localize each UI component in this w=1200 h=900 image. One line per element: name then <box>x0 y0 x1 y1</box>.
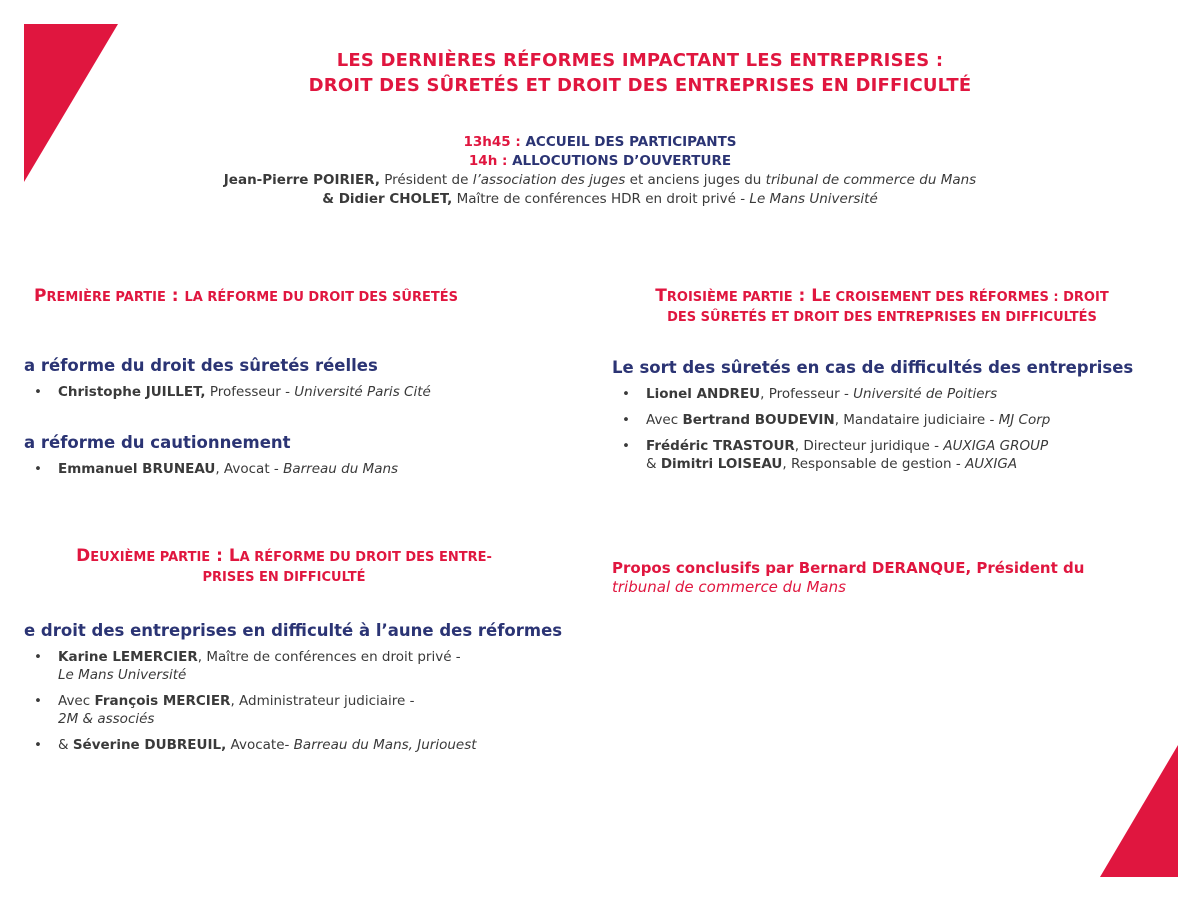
speaker-role: et anciens juges du <box>629 172 762 188</box>
speaker-name: Lionel ANDREU <box>646 386 761 402</box>
opening-time: 14h : <box>468 153 508 169</box>
speaker-prefix: & <box>646 456 657 472</box>
speaker-item <box>24 736 584 754</box>
speaker-role: , Professeur - <box>760 386 849 402</box>
speaker-list <box>24 648 584 754</box>
part-2-topic-1 <box>24 621 584 762</box>
speaker-role: , Responsable de gestion - <box>782 456 961 472</box>
speaker-org: Le Mans Université <box>749 191 878 207</box>
heading-line-1 <box>612 286 1152 308</box>
speaker-name: Emmanuel BRUNEAU <box>58 461 216 477</box>
speaker-org: tribunal de commerce du Mans <box>765 172 977 188</box>
speaker-org: Barreau du Mans <box>283 461 399 477</box>
speaker-role: , Maître de conférences en droit privé - <box>197 649 461 665</box>
speaker-name: François MERCIER <box>94 693 231 709</box>
speaker-item <box>612 385 1172 403</box>
speaker-role: Maître de conférences HDR en droit privé - <box>456 191 746 207</box>
speaker-item <box>24 460 584 478</box>
speaker-name: Dimitri LOISEAU <box>660 456 783 472</box>
heading-initial: P <box>34 286 47 306</box>
heading-line-1 <box>24 546 544 568</box>
speaker-role: , Mandataire judiciaire - <box>834 412 995 428</box>
speaker-org: 2M & associés <box>58 711 155 727</box>
part-3-heading <box>612 286 1152 328</box>
part-3-topic-1 <box>612 358 1172 481</box>
conclusion-line-1: Propos conclusifs par Bernard DERANQUE, Président du <box>612 559 1085 577</box>
heading-text: ROISIÈME PARTIE <box>666 290 793 305</box>
heading-text: A RÉFORME DU DROIT DES ENTRE- <box>239 550 492 565</box>
page-title <box>120 48 1160 98</box>
speaker-org: Université de Poitiers <box>853 386 998 402</box>
heading-line-2: PRISES EN DIFFICULTÉ <box>202 570 366 585</box>
opening-speaker-2 <box>100 190 1100 209</box>
speaker-name: & Didier CHOLET, <box>322 191 453 207</box>
speaker-org: l’association des juges <box>472 172 626 188</box>
heading-colon: : <box>210 546 229 566</box>
heading-text: REMIÈRE PARTIE <box>46 290 166 305</box>
heading-text: LA RÉFORME DU DROIT DES SÛRETÉS <box>184 290 458 305</box>
corner-triangle-bottom-right <box>1100 745 1178 877</box>
speaker-org: Le Mans Université <box>58 667 187 683</box>
opening-label: ALLOCUTIONS D’OUVERTURE <box>512 153 732 169</box>
speaker-role: , Directeur juridique - <box>794 438 940 454</box>
speaker-item <box>612 437 1172 473</box>
speaker-org: AUXIGA <box>965 456 1018 472</box>
speaker-org: MJ Corp <box>998 412 1051 428</box>
heading-line-2: DES SÛRETÉS ET DROIT DES ENTREPRISES EN DIFFICULTÉS <box>667 310 1097 325</box>
speaker-name: Frédéric TRASTOUR <box>646 438 795 454</box>
speaker-role: Professeur - <box>209 384 290 400</box>
heading-initial: T <box>655 286 667 306</box>
heading-initial: D <box>76 546 91 566</box>
speaker-list <box>24 460 584 478</box>
opening-speaker-1 <box>100 171 1100 190</box>
title-line-1: LES DERNIÈRES RÉFORMES IMPACTANT LES ENTREPRISES : <box>336 50 944 71</box>
topic-title: e droit des entreprises en difficulté à l’aune des réformes <box>24 621 563 640</box>
heading-initial: L <box>228 546 240 566</box>
topic-title: a réforme du cautionnement <box>24 433 291 452</box>
welcome-slot <box>100 133 1100 152</box>
part-1-topic-1 <box>24 356 584 409</box>
heading-text: E CROISEMENT DES RÉFORMES : DROIT <box>822 290 1109 305</box>
topic-title: a réforme du droit des sûretés réelles <box>24 356 378 375</box>
speaker-role: , Avocat - <box>215 461 279 477</box>
speaker-item <box>24 648 584 684</box>
speaker-item <box>24 692 584 728</box>
welcome-time: 13h45 : <box>463 134 521 150</box>
opening-schedule <box>100 133 1100 209</box>
heading-text: EUXIÈME PARTIE <box>90 550 211 565</box>
speaker-name: Séverine DUBREUIL, <box>72 737 227 753</box>
opening-slot <box>100 152 1100 171</box>
conclusion <box>612 559 1172 597</box>
speaker-org: Barreau du Mans, Juriouest <box>293 737 477 753</box>
speaker-org: AUXIGA GROUP <box>943 438 1049 454</box>
heading-colon: : <box>165 286 185 306</box>
speaker-prefix: Avec <box>646 412 679 428</box>
conclusion-line-2: tribunal de commerce du Mans <box>612 578 846 596</box>
speaker-list <box>612 385 1172 473</box>
heading-colon: : <box>792 286 812 306</box>
part-1-section <box>24 286 584 308</box>
speaker-item <box>24 383 584 401</box>
part-3-section <box>612 286 1152 328</box>
speaker-prefix: Avec <box>58 693 91 709</box>
speaker-name: Christophe JUILLET, <box>58 384 206 400</box>
speaker-prefix: & <box>58 737 69 753</box>
speaker-list <box>24 383 584 401</box>
speaker-name: Jean-Pierre POIRIER, <box>223 172 380 188</box>
speaker-name: Karine LEMERCIER <box>58 649 198 665</box>
speaker-org: Université Paris Cité <box>294 384 431 400</box>
speaker-role: , Administrateur judiciaire - <box>230 693 415 709</box>
speaker-role: Avocate- <box>230 737 290 753</box>
part-2-section <box>24 546 544 588</box>
title-line-2: DROIT DES SÛRETÉS ET DROIT DES ENTREPRISES EN DIFFICULTÉ <box>308 75 972 96</box>
speaker-item <box>612 411 1172 429</box>
part-2-heading <box>24 546 544 588</box>
topic-title: Le sort des sûretés en cas de difficultés des entreprises <box>612 358 1134 377</box>
welcome-label: ACCUEIL DES PARTICIPANTS <box>525 134 737 150</box>
part-1-topic-2 <box>24 433 584 486</box>
speaker-name: Bertrand BOUDEVIN <box>682 412 835 428</box>
part-1-heading <box>24 286 584 308</box>
speaker-role: Président de <box>384 172 469 188</box>
heading-initial: L <box>811 286 823 306</box>
